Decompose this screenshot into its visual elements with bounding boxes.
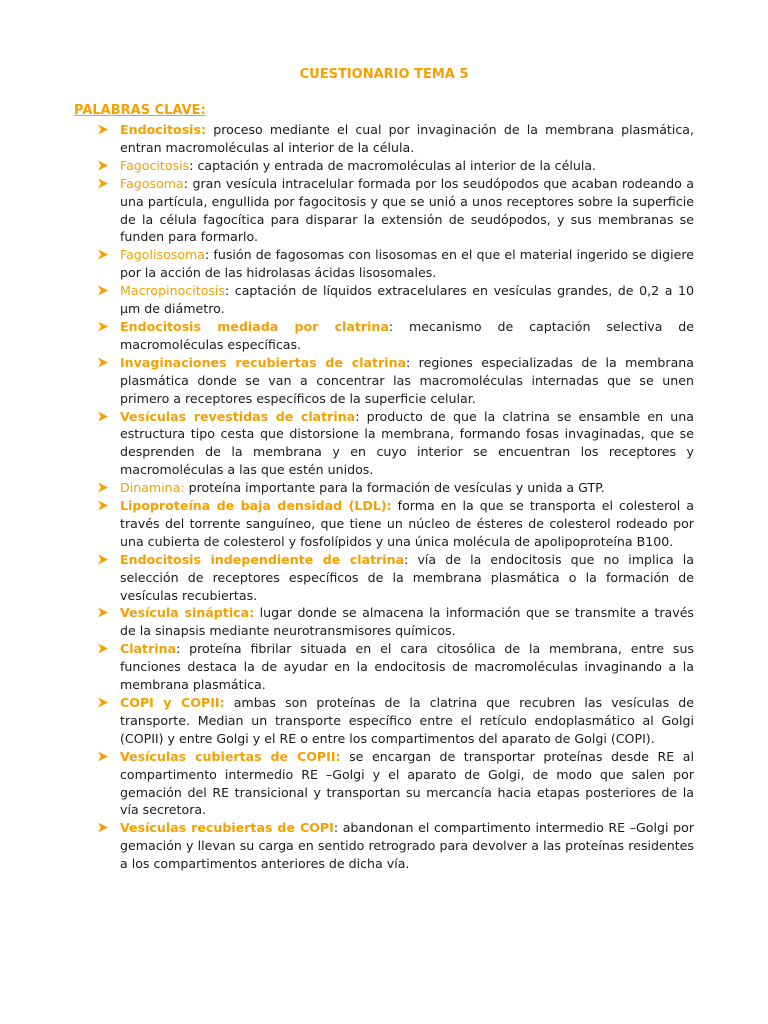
keyword-term: Endocitosis mediada por clatrina (120, 318, 389, 334)
keyword-definition: : captación de líquidos extracelulares en vesículas grandes, de 0,2 a 10 μm de diámetro. (120, 283, 694, 317)
keyword-definition: : mecanismo de captación selectiva de macromoléculas específicas. (120, 318, 694, 352)
keyword-term: COPI y COPII: (120, 695, 225, 710)
arrow-bullet-icon (96, 318, 110, 335)
arrow-bullet-icon (96, 408, 110, 425)
arrow-bullet-icon (96, 604, 110, 621)
keyword-term: Fagocitosis (120, 157, 190, 173)
keyword-definition: : gran vesícula intracelular formada por los seudópodos que acaban rodeando a una partícula, engullida por fagocitosis y que se unió a unos receptores sobre la superficie de la célula fagocítica para disparar la extensión de seudópodos, y sus membranas se funden para formarlo. (120, 175, 694, 245)
arrow-bullet-icon (96, 479, 110, 496)
keyword-definition: : abandonan el compartimento intermedio RE –Golgi por gemación y llevan su carga en sentido retrogrado para devolver a las proteínas residentes a los compartimentos anteriores de dicha vía. (120, 820, 694, 872)
arrow-bullet-icon (96, 819, 110, 836)
keyword-definition: proceso mediante el cual por invaginación de la membrana plasmática, entran macromoléculas al interior de la célula. (120, 122, 694, 155)
keyword-list (96, 121, 694, 873)
keyword-definition: : regiones especializadas de la membrana plasmática donde se van a concentrar las macromoléculas internadas que se unen primero a receptores específicos de la superficie celular. (120, 354, 694, 406)
keyword-item (96, 318, 694, 354)
keyword-item (96, 354, 694, 408)
document-title: CUESTIONARIO TEMA 5 (299, 67, 469, 82)
keyword-item (96, 640, 694, 694)
arrow-bullet-icon (96, 157, 110, 174)
keyword-term: Endocitosis: (120, 122, 207, 137)
keyword-item (96, 175, 694, 247)
arrow-bullet-icon (96, 354, 110, 371)
arrow-bullet-icon (96, 282, 110, 299)
arrow-bullet-icon (96, 551, 110, 568)
arrow-bullet-icon (96, 246, 110, 263)
arrow-bullet-icon (96, 175, 110, 192)
arrow-bullet-icon (96, 748, 110, 765)
keyword-definition: : proteína fibrilar situada en el cara citosólica de la membrana, entre sus funciones destaca la de ayudar en la endocitosis de macromoléculas invaginando a la membrana plasmática. (120, 641, 694, 693)
keyword-item (96, 479, 694, 497)
keyword-item (96, 497, 694, 551)
keyword-definition: ambas son proteínas de la clatrina que recubren las vesículas de transporte. Median un transporte específico entre el retículo endoplasmático al Golgi (COPII) y entre Golgi y el RE o entre los compartimentos del aparato de Golgi (COPI). (120, 695, 694, 746)
keyword-term: Vesículas revestidas de clatrina (120, 408, 356, 424)
arrow-bullet-icon (96, 497, 110, 514)
keyword-item (96, 694, 694, 748)
arrow-bullet-icon (96, 694, 110, 711)
arrow-bullet-icon (96, 121, 110, 138)
keyword-term: Invaginaciones recubiertas de clatrina (120, 354, 407, 370)
keyword-item (96, 121, 694, 157)
keyword-item (96, 604, 694, 640)
keyword-definition: proteína importante para la formación de vesículas y unida a GTP. (184, 480, 605, 496)
keyword-definition: : producto de que la clatrina se ensamble en una estructura tipo cesta que distorsione la membrana, formando fosas invaginadas, que se desprenden de la membrana y en cuyo interior se encuentran los receptores y macromoléculas a las que estén unidos. (120, 408, 694, 478)
keyword-term: Fagosoma (120, 175, 184, 191)
keyword-term: Fagolisosoma (120, 247, 206, 263)
keyword-definition: : fusión de fagosomas con lisosomas en el que el material ingerido se digiere por la acción de las hidrolasas ácidas lisosomales. (120, 247, 694, 281)
keyword-term: Vesícula sináptica: (120, 605, 255, 621)
keyword-item (96, 819, 694, 873)
keyword-term: Endocitosis independiente de clatrina (120, 551, 405, 567)
arrow-bullet-icon (96, 640, 110, 657)
keyword-term: Macropinocitosis (120, 283, 225, 299)
section-heading (74, 103, 206, 118)
keyword-item (96, 282, 694, 318)
keyword-term: Vesículas recubiertas de COPI (120, 820, 334, 836)
keyword-definition: : vía de la endocitosis que no implica la selección de receptores específicos de la membrana plasmática o la formación de vesículas recubiertas. (120, 551, 694, 603)
keyword-item (96, 551, 694, 605)
keyword-term: Dinamina: (120, 480, 185, 496)
keyword-item (96, 157, 694, 175)
keyword-term: Lipoproteína de baja densidad (LDL): (120, 498, 392, 514)
keyword-definition: : captación y entrada de macromoléculas al interior de la célula. (189, 157, 597, 173)
section-heading-colon: : (200, 103, 206, 118)
keyword-item (96, 408, 694, 480)
keyword-item (96, 748, 694, 820)
keyword-definition: forma en la que se transporta el colesterol a través del torrente sanguíneo, que tiene un núcleo de ésteres de colesterol rodeado por una cubierta de colesterol y fosfolípidos y una única molécula de apolipoproteína B100. (120, 498, 694, 549)
keyword-definition: se encargan de transportar proteínas desde RE al compartimento intermedio RE –Golgi y el aparato de Golgi, de modo que salen por gemación del RE transicional y transportan su mercancía hacia etapas posteriores de la vía secretora. (120, 748, 695, 818)
keyword-definition: lugar donde se almacena la información que se transmite a través de la sinapsis mediante neurotransmisores químicos. (120, 605, 694, 639)
keyword-item (96, 246, 694, 282)
section-heading-text: PALABRAS CLAVE (74, 103, 201, 118)
keyword-term: Clatrina (120, 641, 177, 657)
keyword-term: Vesículas cubiertas de COPII: (120, 748, 341, 764)
